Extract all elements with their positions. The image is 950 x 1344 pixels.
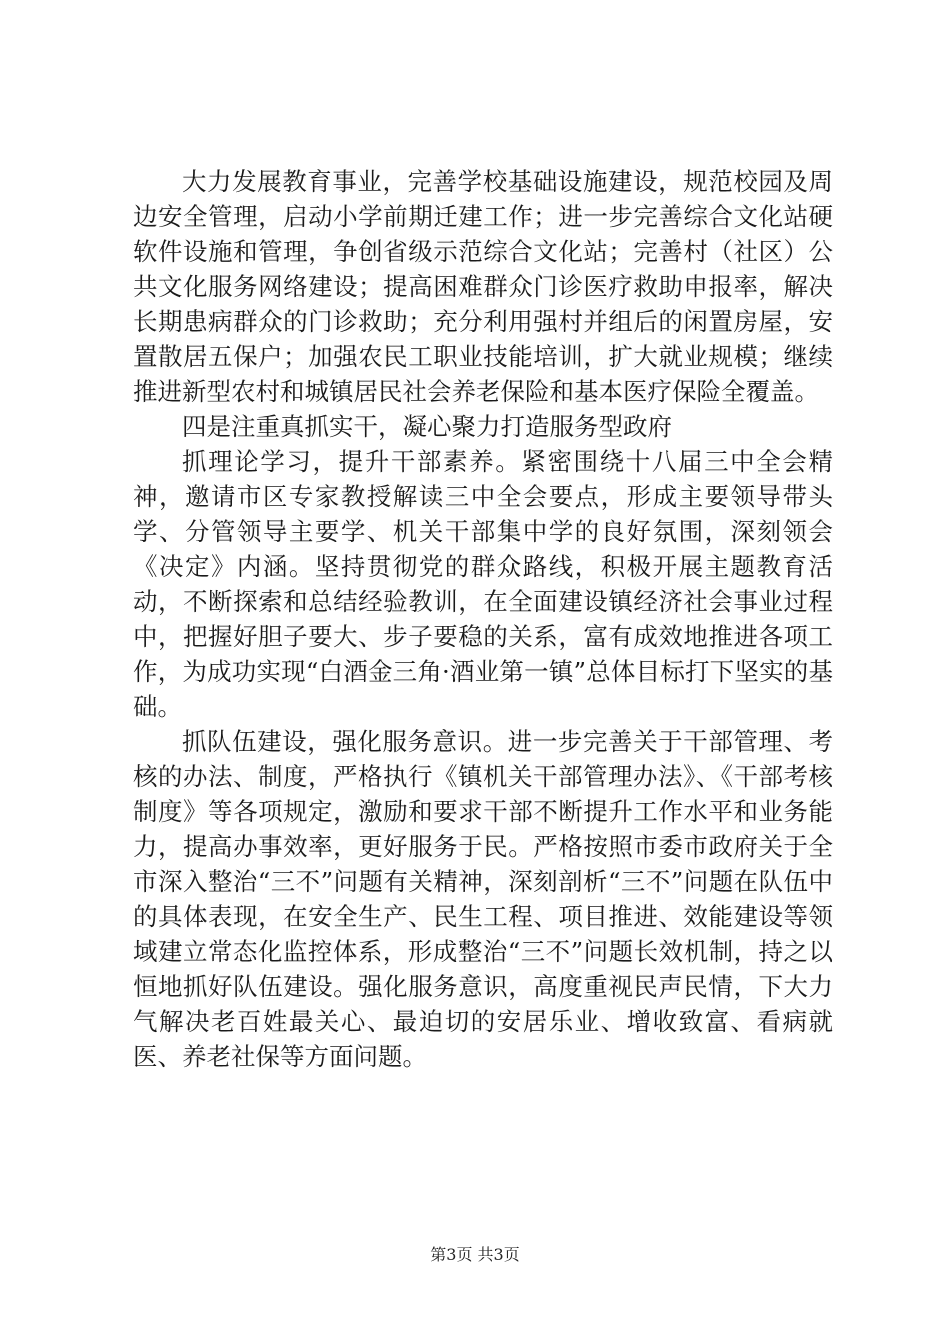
page-footer: 第3页 共3页 [430,1245,520,1264]
paragraph-theory-study: 抓理论学习，提升干部素养。紧密围绕十八届三中全会精神，邀请市区专家教授解读三中全会要点，形成主要领导带头学、分管领导主要学、机关干部集中学的良好氛围，深刻领会《决定》内涵。坚持贯彻党的群众路线，积极开展主题教育活动，不断探索和总结经验教训，在全面建设镇经济社会事业过程中，把握好胆子要大、步子要稳的关系，富有成效地推进各项工作，为成功实现“白酒金三角·酒业第一镇”总体目标打下坚实的基础。 [133,447,833,721]
paragraph-education: 大力发展教育事业，完善学校基础设施建设，规范校园及周边安全管理，启动小学前期迁建工作；进一步完善综合文化站硬软件设施和管理，争创省级示范综合文化站；完善村（社区）公共文化服务网络建设；提高困难群众门诊医疗救助申报率，解决长期患病群众的门诊救助；充分利用强村并组后的闲置房屋，安置散居五保户；加强农民工职业技能培训，扩大就业规模；继续推进新型农村和城镇居民社会养老保险和基本医疗保险全覆盖。 [133,167,833,406]
paragraph-team-building: 抓队伍建设，强化服务意识。进一步完善关于干部管理、考核的办法、制度，严格执行《镇机关干部管理办法》、《干部考核制度》等各项规定，激励和要求干部不断提升工作水平和业务能力，提高办事效率，更好服务于民。严格按照市委市政府关于全市深入整治“三不”问题有关精神，深刻剖析“三不”问题在队伍中的具体表现，在安全生产、民生工程、项目推进、效能建设等领域建立常态化监控体系，形成整治“三不”问题长效机制，持之以恒地抓好队伍建设。强化服务意识，高度重视民声民情，下大力气解决老百姓最关心、最迫切的安居乐业、增收致富、看病就医、养老社保等方面问题。 [133,727,833,1071]
document-body [133,164,833,1074]
section-heading: 四是注重真抓实干，凝心聚力打造服务型政府 [182,412,672,441]
